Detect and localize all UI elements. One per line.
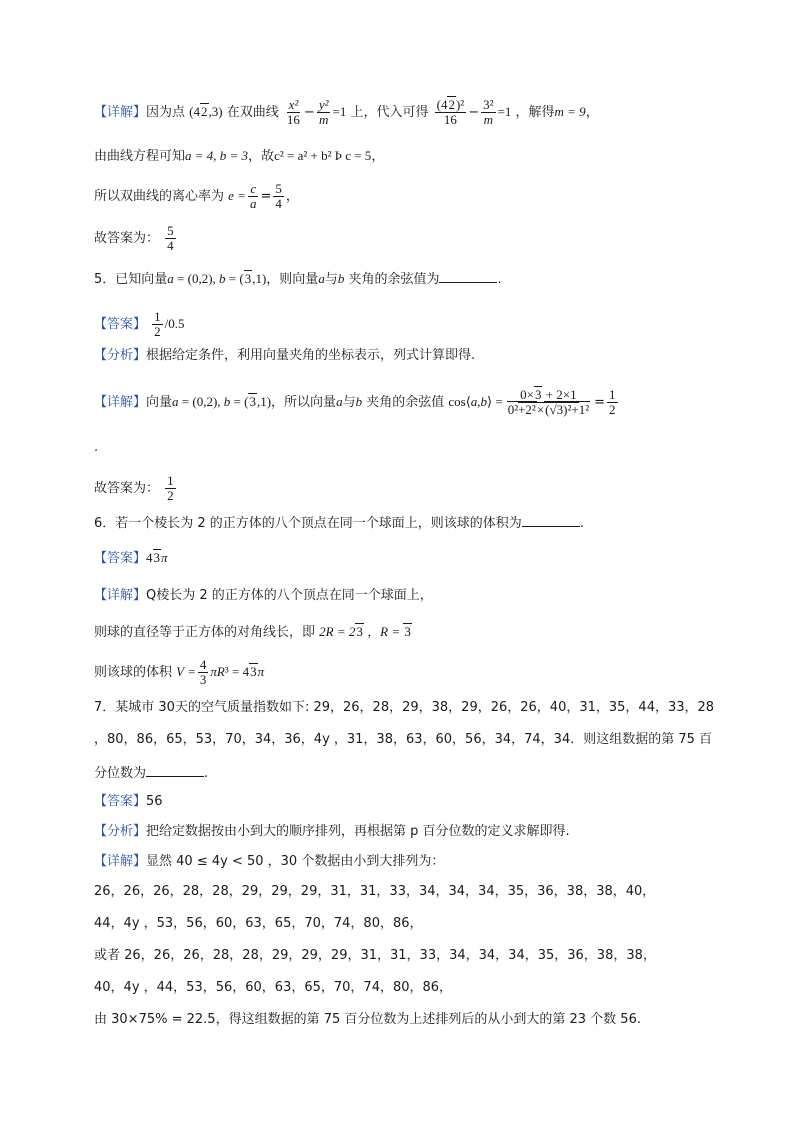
text: ，则向量	[266, 272, 319, 287]
text: Q棱长为 2 的正方体的八个顶点在同一个球面上，	[146, 588, 433, 603]
text: 在双曲线	[226, 105, 279, 120]
fraction-3sq-m: $\frac{\text{3²}}{m}$	[483, 97, 494, 127]
text: 则该球的体积	[94, 665, 173, 680]
fraction-x2-16: $\frac{\text{x²}}{16}$	[286, 97, 300, 127]
text: ，故	[248, 149, 275, 164]
text: 44，4y ，53，56，60，63，65，70，74，80，86，	[94, 916, 423, 931]
q7-seq2-b	[94, 978, 452, 998]
q6-detail-2	[94, 622, 412, 643]
detail-tag: 【详解】	[94, 854, 147, 869]
hyperbola-line-3: 所以双曲线的离心率为 e = $\frac{c}{a}$ = $\frac{5}{4}$ ，	[94, 181, 299, 211]
eccentricity: e =	[228, 188, 246, 203]
q5-stem: 5．已知向量a = (0,2), b = (3,1)，则向量a与b 夹角的余弦值为 .	[94, 268, 502, 290]
text: 则球的直径等于正方体的对角线长，即	[94, 625, 316, 640]
q7-analysis	[94, 822, 570, 842]
text: 故答案为：	[94, 231, 160, 246]
answer-tag: 【答案】	[94, 317, 147, 332]
q7-seq1-a	[94, 882, 655, 902]
q5-analysis	[94, 346, 475, 366]
text: 夹角的余弦值	[366, 395, 445, 410]
text: 26，26，26，28，28，29，29，29，31，31，33，34，34，34，35，36，38，38，40，	[94, 884, 656, 899]
q6-stem	[94, 512, 584, 534]
analysis-text: 根据给定条件，利用向量夹角的坐标表示，列式计算即得.	[146, 348, 476, 363]
q7-answer	[94, 792, 163, 812]
radius-math: 2R = 23 ，R = 3	[319, 624, 411, 639]
cos-fraction: $\frac{0\times 3 + 2\times 1}{\text{0²+2²×(√3)²+1²}}$	[507, 387, 590, 417]
ab-values: a = 4, b = 3	[185, 148, 249, 163]
text: .	[497, 272, 502, 287]
fraction-y2-m: $\frac{\text{y²}}{m}$	[318, 97, 329, 127]
vector-def: a = (0,2), b = (3,1)	[167, 271, 267, 286]
q7-last	[94, 1010, 641, 1030]
fraction-5-4: $\frac{5}{4}$	[275, 181, 282, 211]
q5-answer: 【答案】 $\frac{1}{2}$ /0.5	[94, 309, 185, 339]
answer-blank	[439, 268, 497, 283]
q7-line-3	[94, 762, 208, 784]
text: .	[204, 766, 209, 781]
q7-detail	[94, 852, 444, 872]
final-fraction: $\frac{1}{2}$	[167, 473, 174, 503]
vector-def: a = (0,2), b = (3,1)	[172, 394, 272, 409]
fraction-4-3: $\frac{4}{3}$	[199, 657, 207, 687]
c-derivation: c² = a² + b² Þ c = 5	[274, 148, 372, 163]
text: 与	[342, 395, 356, 410]
text: 40，4y ，44，53，56，60，63，65，70，74，80，86，	[94, 980, 453, 995]
text: 6．若一个棱长为 2 的正方体的八个顶点在同一个球面上，则该球的体积为	[94, 516, 522, 531]
cos-formula: cos⟨a,b⟩ =	[448, 394, 503, 409]
hyperbola-detail-line: 【详解】因为点 (42,3) 在双曲线 $\frac{\text{x²}}{16}$ − $\frac{\text{y²}}{m}$ =1 上，代入可得 $\frac{\text{(42)²}}{16}$ − $\frac{\text{3²}}{m}$ =1 ，解得m = 9，	[94, 97, 599, 127]
hyperbola-line-2	[94, 146, 384, 167]
text: 与	[324, 272, 338, 287]
volume-math: V =	[176, 664, 196, 679]
text: ，解得	[515, 105, 555, 120]
text: ，	[285, 189, 299, 204]
analysis-tag: 【分析】	[94, 348, 147, 363]
analysis-text: 把给定数据按由小到大的顺序排列，再根据第 p 百分位数的定义求解即得.	[146, 824, 570, 839]
text: 分位数为	[94, 766, 147, 781]
text: 夹角的余弦值为	[348, 272, 440, 287]
detail-tag: 【详解】	[94, 588, 147, 603]
answer-value: 56	[146, 794, 163, 809]
detail-tag: 【详解】	[94, 105, 147, 120]
text: .	[94, 440, 99, 455]
text: 因为点	[146, 105, 186, 120]
answer-tag: 【答案】	[94, 551, 147, 566]
text: 所以双曲线的离心率为	[94, 189, 225, 204]
fraction-substituted: $\frac{\text{(42)²}}{16}$	[436, 97, 465, 127]
q7-seq2-a	[94, 946, 656, 966]
text: 显然 40 ≤ 4y < 50 ，30 个数据由小到大排列为：	[146, 854, 445, 869]
text: 故答案为：	[94, 481, 160, 496]
text: 向量	[146, 395, 173, 410]
analysis-tag: 【分析】	[94, 824, 147, 839]
q7-line-1	[94, 698, 714, 718]
result-fraction: $\frac{1}{2}$	[609, 387, 616, 417]
hyperbola-answer	[94, 224, 178, 253]
text: 由曲线方程可知	[94, 149, 186, 164]
m-value: m = 9	[554, 104, 586, 119]
text: .	[579, 516, 584, 531]
q5-final	[94, 474, 178, 503]
q5-detail: 【详解】向量a = (0,2), b = (3,1)，所以向量a与b 夹角的余弦值 cos⟨a,b⟩ = $\frac{0\times 3 + 2\times 1}{\text{0²+2²×(√3)²+1²}}$ = $\frac{1}{2}$	[94, 387, 616, 417]
q6-detail-3: 则该球的体积 V = $\frac{4}{3}$ πR³ = 43π	[94, 657, 265, 687]
answer-blank	[146, 762, 204, 777]
q6-answer	[94, 548, 168, 569]
q6-detail-1	[94, 586, 433, 606]
answer-math: 43π	[146, 550, 168, 565]
detail-tag: 【详解】	[94, 395, 147, 410]
q7-line-2	[94, 730, 712, 750]
text: 由 30×75% = 22.5，得这组数据的第 75 百分位数为上述排列后的从小到大的第 23 个数 56.	[94, 1012, 641, 1027]
fraction-c-a: $\frac{c}{a}$	[249, 181, 257, 211]
answer-fraction: $\frac{1}{2}$	[154, 309, 161, 339]
text: 上，代入可得	[350, 105, 429, 120]
answer-tag: 【答案】	[94, 794, 147, 809]
text: 5．已知向量	[94, 272, 168, 287]
text: ，	[585, 105, 599, 120]
text: 7．某城市 30天的空气质量指数如下: 29，26，28，29，38，29，26，26，40，31，35，44，33，28	[94, 700, 715, 715]
point-math: (42,3)	[189, 104, 223, 119]
answer-fraction: $\frac{5}{4}$	[167, 223, 174, 253]
text: 或者 26，26，26，28，28，29，29，29，31，31，33，34，34，34，35，36，38，38，	[94, 948, 656, 963]
text: ，所以向量	[271, 395, 337, 410]
q7-seq1-b	[94, 914, 423, 934]
answer-blank	[522, 512, 580, 527]
text: ，	[371, 149, 385, 164]
text: ，80，86，65，53，70，34，36，4y ，31，38，63，60，56，34，74，34．则这组数据的第 75 百	[94, 732, 713, 747]
q5-dot	[94, 438, 98, 458]
